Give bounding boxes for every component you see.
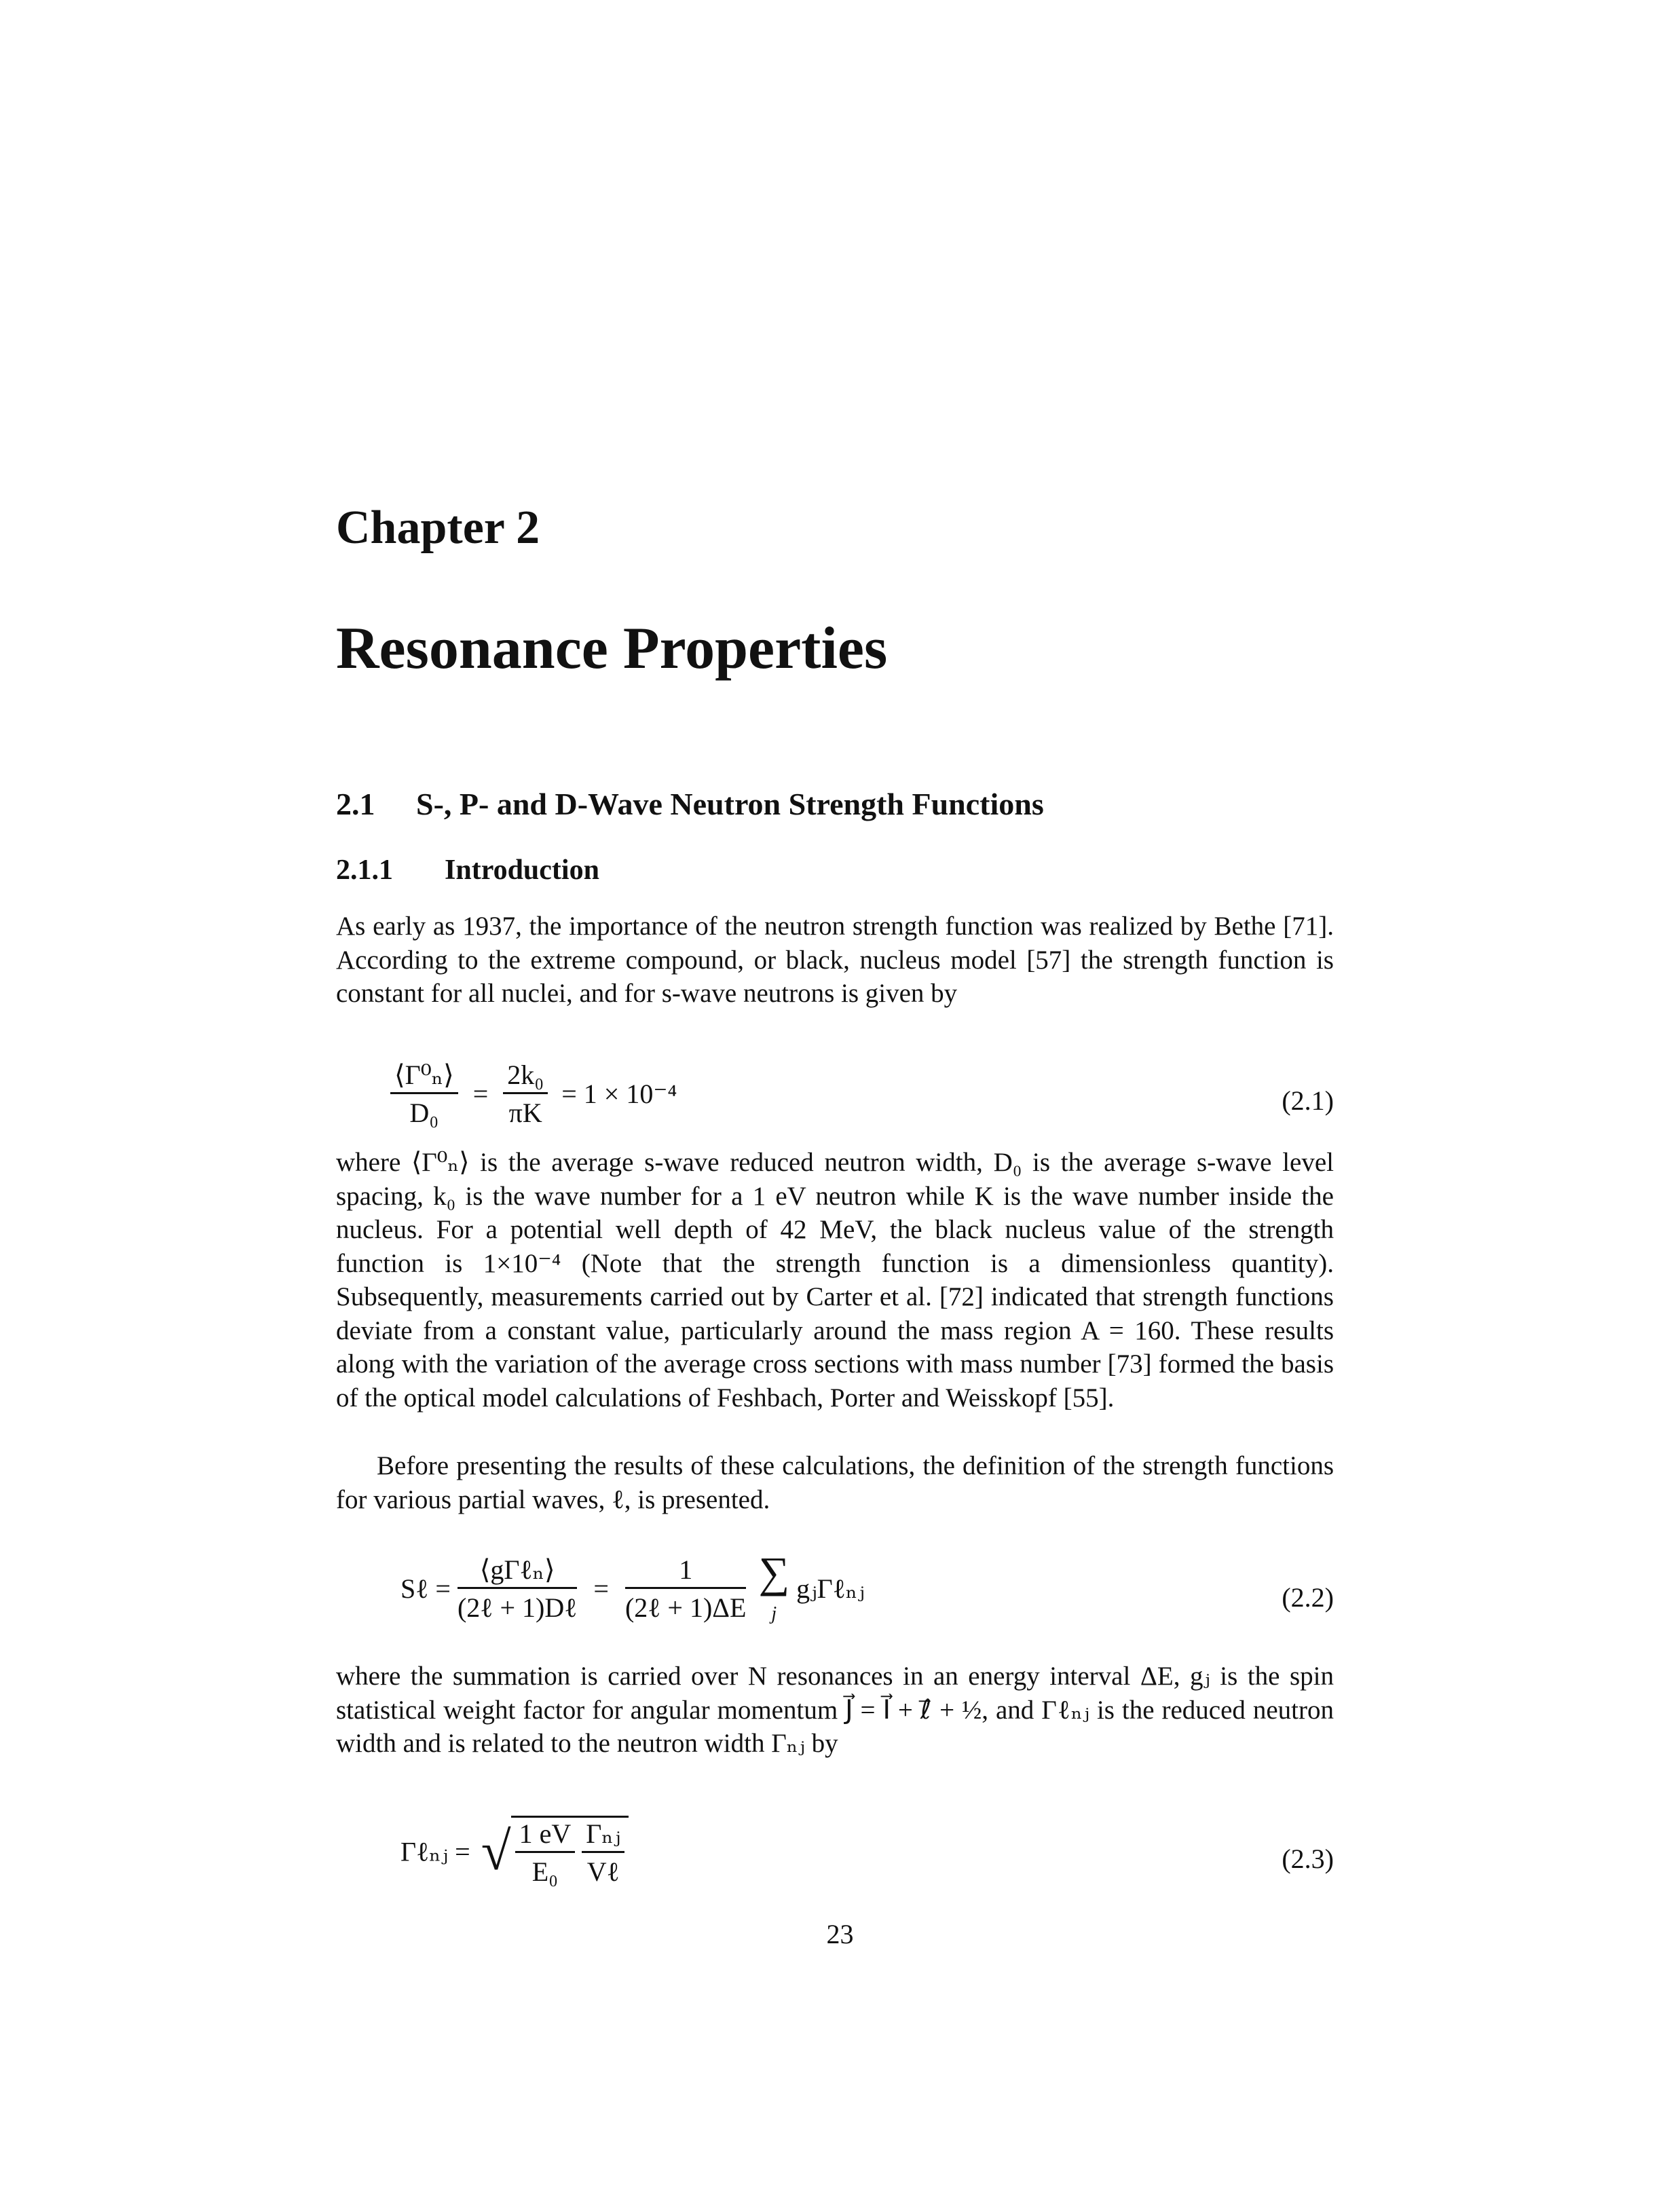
- section-title: S-, P- and D-Wave Neutron Strength Functions: [416, 787, 1044, 821]
- eq1-denominator-mid: πK: [508, 1098, 542, 1128]
- eq3-sqrt: [511, 1816, 629, 1888]
- eq3-number: (2.3): [1282, 1844, 1334, 1874]
- subsection-number: 2.1.1: [336, 855, 393, 886]
- chapter-title: Resonance Properties: [336, 616, 888, 681]
- eq2-denominator-2: (2ℓ + 1)ΔE: [624, 1592, 747, 1623]
- equation-2-3: Γℓₙⱼ = √ $\frac{1 eV}{\text{E₀}}$ $\frac{\text{Γₙⱼ}}{\text{Vℓ}}$ (2.3): [336, 1816, 1334, 1911]
- paragraph-4: where the summation is carried over N resonances in an energy interval ΔE, gⱼ is the spin statistical weight factor for angular momentum J⃗ = I⃗ + ℓ⃗ + ½, and Γℓₙⱼ is the reduced neutron width and is related to the neutron width Γₙⱼ by: [336, 1662, 1334, 1758]
- eq2-term: gⱼΓℓₙⱼ: [796, 1573, 865, 1604]
- section-heading: [336, 786, 1044, 822]
- chapter-label: Chapter 2: [336, 502, 540, 554]
- eq2-summation: ∑ j: [758, 1548, 790, 1624]
- eq1-denominator-left: D₀: [409, 1098, 439, 1128]
- subsection-heading: [336, 854, 599, 886]
- eq3-denominator-1: E₀: [531, 1856, 559, 1887]
- page-number: 23: [826, 1919, 854, 1949]
- eq3-fraction-2: [582, 1818, 624, 1888]
- eq1-number: (2.1): [1282, 1085, 1334, 1116]
- eq3-denominator-2: Vℓ: [586, 1856, 620, 1887]
- eq1-fraction-mid: [503, 1059, 548, 1129]
- eq3-fraction-1: [515, 1818, 576, 1888]
- eq1-numerator-mid: 2k₀: [503, 1059, 548, 1094]
- eq1-rhs: = 1 × 10⁻⁴: [561, 1079, 677, 1109]
- paragraph-2: where ⟨Γ⁰ₙ⟩ is the average s-wave reduced neutron width, D₀ is the average s-wave level spacing, k₀ is the wave number for a 1 eV neutron while K is the wave number inside the nucleus. For a potential well depth of 42 MeV, the black nucleus value of the strength function is 1×10⁻⁴ (Note that the strength function is a dimensionless quantity). Subsequently, measurements carried out by Carter et al. [72] indicated that strength functions deviate from a constant value, particularly around the mass region A = 160. These results along with the variation of the average cross sections with mass number [73] formed the basis of the optical model calculations of Feshbach, Porter and Weisskopf [55].: [336, 1148, 1334, 1412]
- eq2-denominator-1: (2ℓ + 1)Dℓ: [457, 1592, 578, 1623]
- eq2-numerator-1: ⟨gΓℓₙ⟩: [458, 1554, 577, 1589]
- eq2-sum-index: j: [771, 1603, 777, 1624]
- eq2-fraction-2: [625, 1554, 747, 1624]
- eq2-fraction-1: [458, 1554, 577, 1624]
- eq3-numerator-1: 1 eV: [515, 1818, 576, 1853]
- subsection-title: Introduction: [445, 855, 599, 886]
- eq2-number: (2.2): [1282, 1582, 1334, 1613]
- eq2-numerator-2: 1: [625, 1554, 747, 1589]
- paragraph-1: As early as 1937, the importance of the neutron strength function was realized by Bethe [71]. According to the extreme compound, or black, nucleus model [57] the strength function is constant for all nuclei, and for s-wave neutrons is given by: [336, 912, 1334, 1008]
- section-number: 2.1: [336, 787, 375, 821]
- paragraph-3: Before presenting the results of these calculations, the definition of the strength functions for various partial waves, ℓ, is presented.: [336, 1451, 1334, 1514]
- eq1-fraction-left: [390, 1059, 458, 1129]
- eq2-lhs: Sℓ =: [400, 1573, 451, 1604]
- eq3-numerator-2: Γₙⱼ: [582, 1818, 624, 1853]
- equation-2-2: Sℓ = $\frac{\text{⟨gΓℓₙ⟩}}{\text{(2ℓ + 1)Dℓ}}$ = $\frac{1}{\text{(2ℓ + 1)ΔE}}$ ∑ j gⱼΓℓₙⱼ (2.2): [336, 1551, 1334, 1673]
- eq1-numerator-left: ⟨Γ⁰ₙ⟩: [390, 1059, 458, 1094]
- equation-2-1: $\frac{\text{⟨Γ⁰ₙ⟩}}{\text{D₀}}$ = $\frac{\text{2k₀}}{\pi K}$ = 1 × 10⁻⁴ (2.1): [336, 1059, 1334, 1161]
- eq3-lhs: Γℓₙⱼ =: [400, 1836, 470, 1867]
